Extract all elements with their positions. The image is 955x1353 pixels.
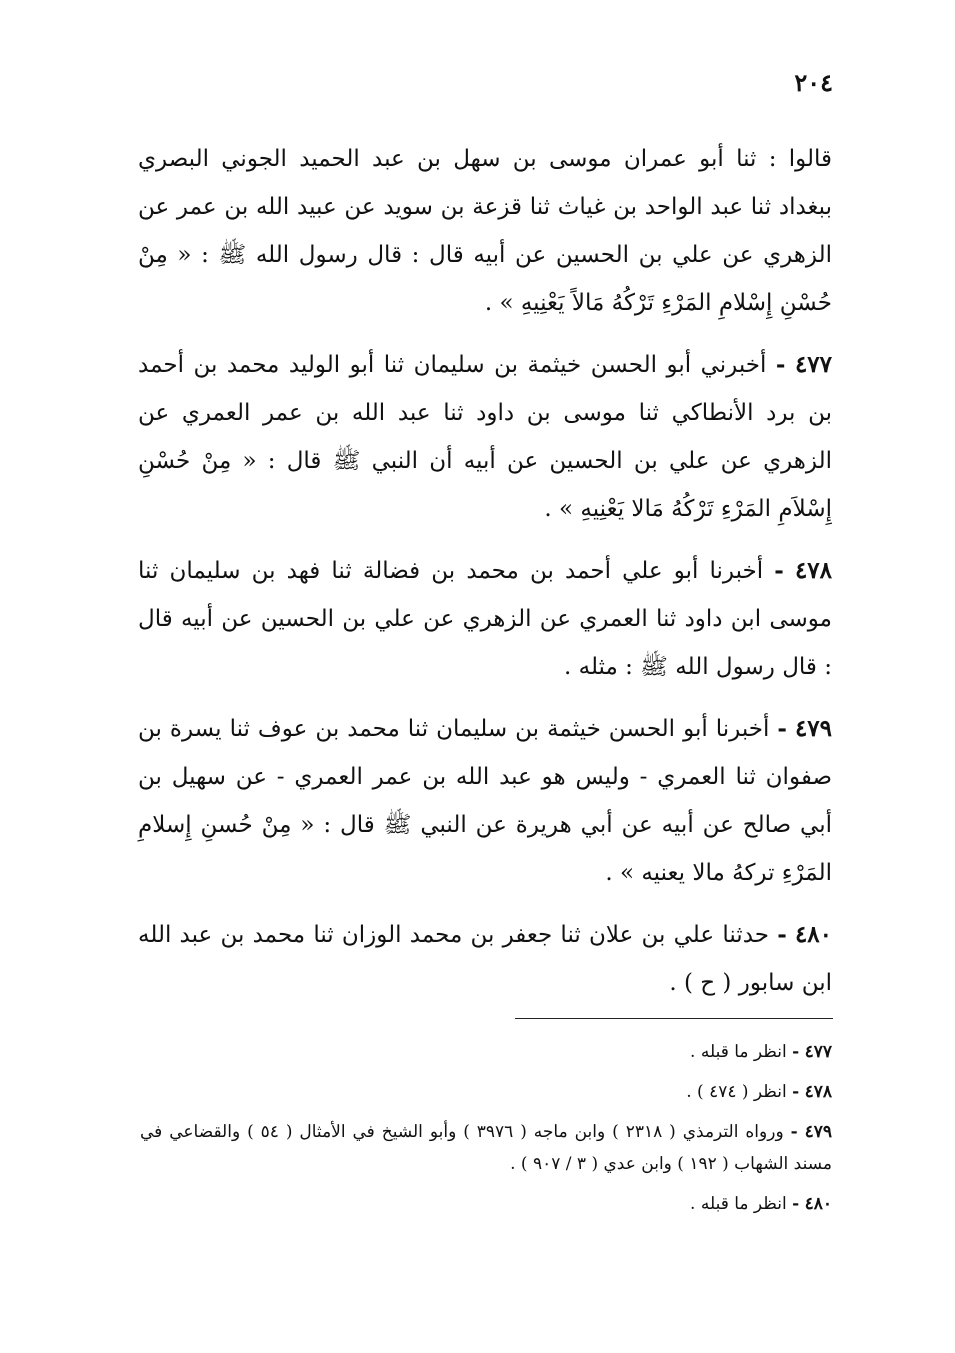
footnote-number: ٤٧٩ xyxy=(804,1122,832,1142)
paragraph-text: أخبرني أبو الحسن خيثمة بن سليمان ثنا أبو الوليد محمد بن أحمد بن برد الأنطاكي ثنا موسى بن داود ثنا عبد الله بن عمر العمري عن الزهري عن علي بن الحسين عن أبيه أن النبي ﷺ قال : « مِنْ حُسْنِ إِسْلاَمِ المَرْءِ تَرْكُهُ مَالا يَعْنِيهِ » . xyxy=(138,352,832,522)
dash: - xyxy=(792,1082,800,1102)
dash: - xyxy=(777,715,787,742)
paragraph-text: قالوا : ثنا أبو عمران موسى بن سهل بن عبد الحميد الجوني البصري ببغداد ثنا عبد الواحد بن غياث ثنا قزعة بن سويد عن عبيد الله بن عمر عن الزهري عن علي بن الحسين عن أبيه قال : قال رسول الله ﷺ : « مِنْ حُسْنِ إِسْلامِ المَرْءِ تَرْكُهُ مَالاً يَعْنِيهِ » . xyxy=(138,146,832,316)
dash: - xyxy=(792,1194,800,1214)
dash: - xyxy=(775,351,786,378)
footnote-text: انظر ما قبله . xyxy=(690,1194,787,1214)
paragraph-text: أخبرنا أبو الحسن خيثمة بن سليمان ثنا محمد بن عوف ثنا يسرة بن صفوان ثنا العمري - وليس هو عبد الله بن عمر العمري - عن سهيل بن أبي صالح عن أبيه عن أبي هريرة عن النبي ﷺ قال : « مِنْ حُسنِ إِسلامِ المَرْءِ تركهُ مالا يعنيه » . xyxy=(138,716,832,886)
footnote-number: ٤٧٧ xyxy=(804,1042,832,1062)
footnote xyxy=(140,1116,832,1180)
dash: - xyxy=(792,1042,800,1062)
paragraph-text: أخبرنا أبو علي أحمد بن محمد بن فضالة ثنا فهد بن سليمان ثنا موسى ابن داود ثنا العمري عن الزهري عن علي بن الحسين عن أبيه قال : قال رسول الله ﷺ : مثله . xyxy=(138,558,832,680)
footnote-text: انظر ( ٤٧٤ ) . xyxy=(686,1082,787,1102)
hadith-paragraph xyxy=(138,341,832,533)
hadith-paragraph xyxy=(138,705,832,897)
hadith-number: ٤٧٨ xyxy=(794,557,833,584)
dash: - xyxy=(790,1122,798,1142)
paragraph-text: حدثنا علي بن علان ثنا جعفر بن محمد الوزان ثنا محمد بن عبد الله ابن سابور ( ح ) . xyxy=(138,922,832,996)
hadith-number: ٤٨٠ xyxy=(794,921,832,948)
dash: - xyxy=(774,557,784,584)
hadith-number: ٤٧٩ xyxy=(794,715,832,742)
footnote-number: ٤٨٠ xyxy=(804,1194,832,1214)
footnote xyxy=(140,1036,832,1068)
hadith-paragraph xyxy=(138,547,832,691)
page-number: ٢٠٤ xyxy=(794,68,833,97)
footnote-number: ٤٧٨ xyxy=(804,1082,832,1102)
dash: - xyxy=(777,921,787,948)
footnote xyxy=(140,1188,832,1220)
hadith-paragraph xyxy=(138,911,832,1007)
footnote-text: ورواه الترمذي ( ٢٣١٨ ) وابن ماجه ( ٣٩٧٦ ) وأبو الشيخ في الأمثال ( ٥٤ ) والقضاعي في مسند الشهاب ( ١٩٢ ) وابن عدي ( ٣ / ٩٠٧ ) . xyxy=(140,1122,832,1174)
hadith-number: ٤٧٧ xyxy=(794,351,832,378)
footnote-separator xyxy=(515,1018,833,1019)
footnotes xyxy=(140,1036,832,1228)
main-text xyxy=(138,135,832,1021)
footnote xyxy=(140,1076,832,1108)
paragraph-intro xyxy=(138,135,832,327)
footnote-text: انظر ما قبله . xyxy=(690,1042,787,1062)
